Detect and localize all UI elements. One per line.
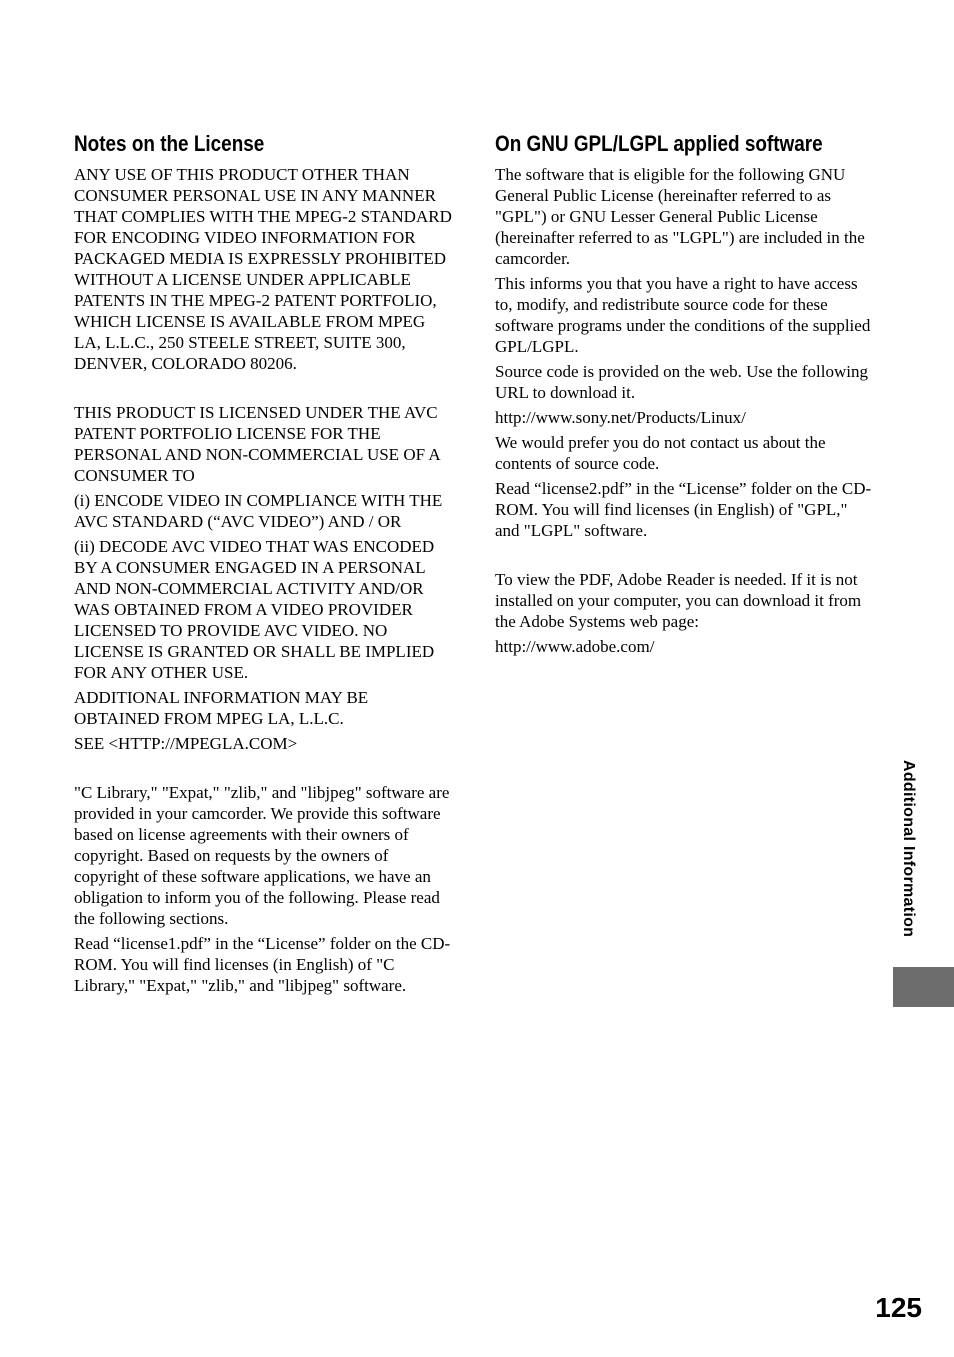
left-column	[74, 128, 454, 1000]
section-tab-marker	[893, 967, 954, 1007]
source-code-paragraph: Source code is provided on the web. Use the following URL to download it.	[495, 362, 868, 402]
license-notes-heading: Notes on the License	[74, 131, 265, 156]
gpl-rights-paragraph: This informs you that you have a right to have access to, modify, and redistribute source code for these software programs under the conditions of the supplied GPL/LGPL.	[495, 274, 871, 356]
license2-paragraph: Read “license2.pdf” in the “License” folder on the CD-ROM. You will find licenses (in English) of "GPL," and "LGPL" software.	[495, 479, 872, 540]
right-column	[495, 128, 875, 661]
mpegla-info-paragraph: ADDITIONAL INFORMATION MAY BE OBTAINED FROM MPEG LA, L.L.C.	[74, 688, 369, 728]
no-contact-paragraph: We would prefer you do not contact us about the contents of source code.	[495, 433, 826, 473]
spacer	[74, 378, 454, 402]
avc-encode-paragraph: (i) ENCODE VIDEO IN COMPLIANCE WITH THE AVC STANDARD (“AVC VIDEO”) AND / OR	[74, 491, 443, 531]
spacer	[495, 545, 875, 569]
mpeg2-license-paragraph: ANY USE OF THIS PRODUCT OTHER THAN CONSUMER PERSONAL USE IN ANY MANNER THAT COMPLIES WITH THE MPEG-2 STANDARD FOR ENCODING VIDEO INFORMATION FOR PACKAGED MEDIA IS EXPRESSLY PROHIBITED WITHOUT A LICENSE UNDER APPLICABLE PATENTS IN THE MPEG-2 PATENT PORTFOLIO, WHICH LICENSE IS AVAILABLE FROM MPEG LA, L.L.C., 250 STEELE STREET, SUITE 300, DENVER, COLORADO 80206.	[74, 165, 452, 373]
gpl-eligible-paragraph: The software that is eligible for the following GNU General Public License (hereinafter referred to as "GPL") or GNU Lesser General Public License (hereinafter referred to as "LGPL") are included in the camcorder.	[495, 165, 865, 268]
avc-decode-paragraph: (ii) DECODE AVC VIDEO THAT WAS ENCODED BY A CONSUMER ENGAGED IN A PERSONAL AND NON-COMMERCIAL ACTIVITY AND/OR WAS OBTAINED FROM A VIDEO PROVIDER LICENSED TO PROVIDE AVC VIDEO. NO LICENSE IS GRANTED OR SHALL BE IMPLIED FOR ANY OTHER USE.	[74, 537, 435, 682]
section-tab-label: Additional Information	[900, 760, 917, 938]
license1-paragraph: Read “license1.pdf” in the “License” folder on the CD-ROM. You will find licenses (in English) of "C Library," "Expat," "zlib," and "libjpeg" software.	[74, 934, 451, 995]
sony-linux-link[interactable]: http://www.sony.net/Products/Linux/	[495, 408, 746, 427]
spacer	[74, 758, 454, 782]
avc-license-paragraph: THIS PRODUCT IS LICENSED UNDER THE AVC PATENT PORTFOLIO LICENSE FOR THE PERSONAL AND NON-COMMERCIAL USE OF A CONSUMER TO	[74, 403, 440, 485]
libraries-paragraph: "C Library," "Expat," "zlib," and "libjpeg" software are provided in your camcorder. We provide this software based on license agreements with their owners of copyright. Based on requests by the owners of copyright of these software applications, we have an obligation to inform you of the following. Please read the following sections.	[74, 783, 450, 928]
adobe-reader-paragraph: To view the PDF, Adobe Reader is needed. If it is not installed on your computer, you can download it from the Adobe Systems web page:	[495, 570, 862, 631]
page-number: 125	[875, 1292, 922, 1323]
mpegla-url-paragraph: SEE <HTTP://MPEGLA.COM>	[74, 734, 298, 753]
adobe-link[interactable]: http://www.adobe.com/	[495, 637, 655, 656]
gpl-heading: On GNU GPL/LGPL applied software	[495, 131, 823, 156]
